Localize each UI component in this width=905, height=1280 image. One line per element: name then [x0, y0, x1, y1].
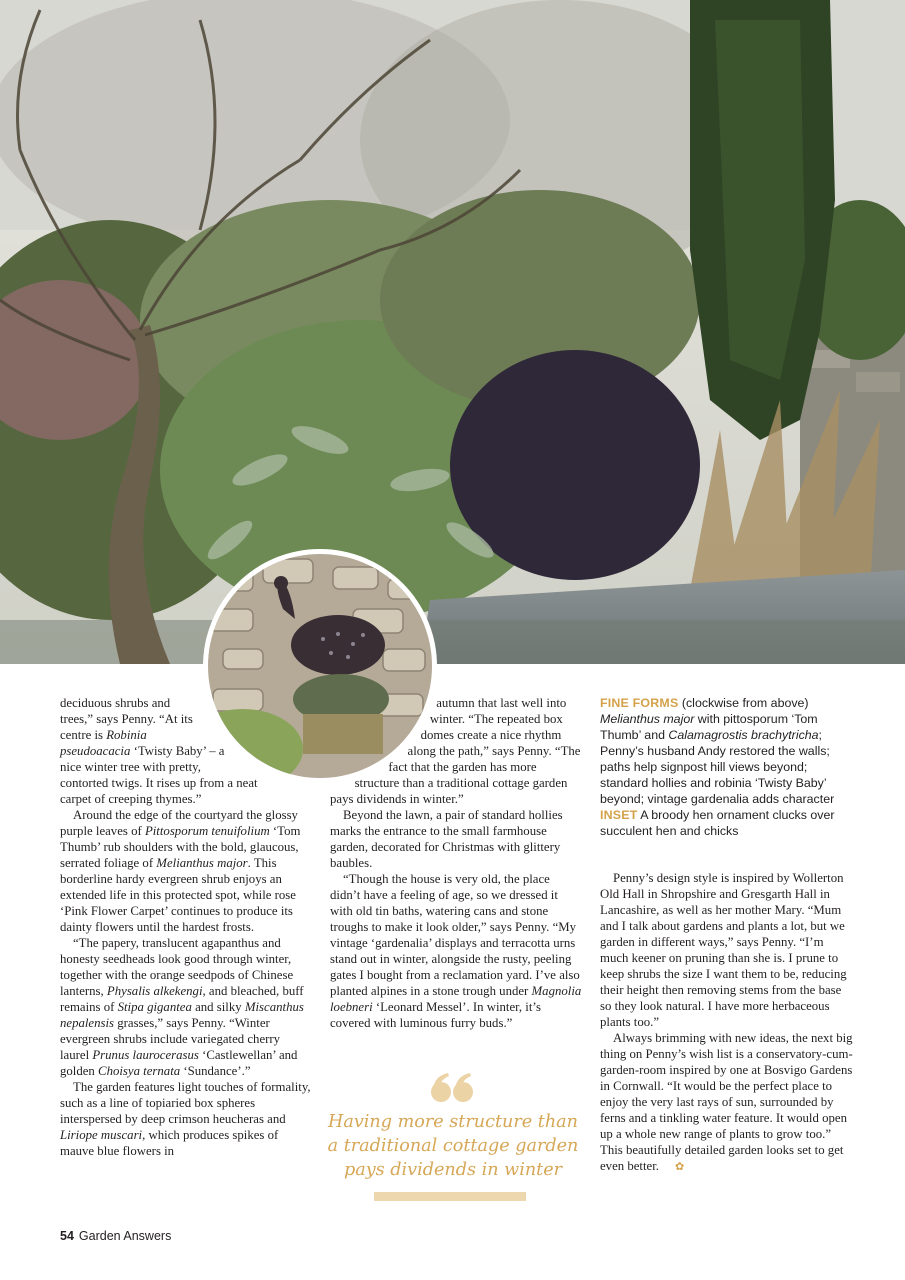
- pull-quote: Having more structure than a traditional cottage garden pays dividends in winter: [327, 1112, 579, 1180]
- paragraph: Around the edge of the courtyard the glossy purple leaves of Pittosporum tenuifolium ‘Tom Thumb’ rub shoulders with the bold, glaucous, serrated foliage of Melianthus major. This borderline hardy evergreen shrub enjoys an extended life in this protected spot, while rose ‘Pink Flower Carpet’ continues to produce its dainty flowers until the hardest frosts.: [60, 808, 301, 934]
- paragraph: “Though the house is very old, the place didn’t have a feeling of age, so we dressed it with old tin baths, watering cans and stone troughs to make it look older,” says Penny. “My vintage ‘gardenalia’ displays and terracotta urns stand out in winter, alongside the rusty, peeling gates I bought from a reclamation yard. I’ve also planted alpines in a stone trough under Magnolia loebneri ‘Leonard Messel’. In winter, it’s covered with luminous furry buds.”: [330, 872, 582, 1030]
- body-column-1: [60, 695, 312, 1159]
- paragraph: deciduous shrubs and trees,” says Penny. “At its centre is Robinia pseudoacacia ‘Twisty Baby’ – a nice winter tree with pretty, contorted twigs. It rises up from a neat carpet of creeping thymes.”: [60, 696, 258, 806]
- wrap-spacer: [330, 695, 436, 711]
- paragraph: Beyond the lawn, a pair of standard hollies marks the entrance to the small farmhouse garden, decorated for Christmas with glittery baubles.: [330, 808, 563, 870]
- pull-quote-rule: [374, 1192, 526, 1201]
- paragraph: autumn that last well into winter. “The repeated box domes create a nice rhythm along the path,” says Penny. “The fact that the garden has more structure than a traditional cottage garden pays dividends in winter.”: [330, 696, 581, 806]
- body-column-3: [600, 870, 855, 1175]
- paragraph: “The papery, translucent agapanthus and honesty seedheads look good through winter, together with the orange seedpods of Chinese lanterns, Physalis alkekengi, and bleached, buff remains of Stipa gigantea and silky Miscanthus nepalensis grasses,” says Penny. “Winter evergreen shrubs include variegated cherry laurel Prunus laurocerasus ‘Castlewellan’ and golden Choisya ternata ‘Sundance’.”: [60, 936, 304, 1078]
- caption-lead: FINE FORMS: [600, 696, 679, 710]
- paragraph: The garden features light touches of formality, such as a line of topiaried box spheres interspersed by deep crimson heucheras and Liriope muscari, which produces spikes of mauve blue flowers in: [60, 1080, 311, 1158]
- quote-mark-icon: [430, 1072, 474, 1106]
- wrap-spacer: [330, 775, 355, 791]
- caption-body: (clockwise from above) Melianthus major with pittosporum ‘Tom Thumb’ and Calamagrostis brachytricha; Penny’s husband Andy restored the walls; paths help signpost hill views beyond; standard hollies and robinia ‘Twisty Baby’ beyond; vintage gardenalia adds character: [600, 696, 835, 806]
- photo-caption: [600, 695, 850, 839]
- body-column-2: [330, 695, 582, 1031]
- paragraph-text: Always brimming with new ideas, the next big thing on Penny’s wish list is a conservatory-cum-garden-room inspired by one at Bosvigo Gardens in Cornwall. “It would be the perfect place to enjoy the very last rays of sun, surrounded by ferns and a tinkling water feature. It would open up a whole new range of plants to grow too.” This beautifully detailed garden looks set to get even better.: [600, 1031, 853, 1173]
- wrap-spacer: [330, 743, 408, 759]
- wrap-spacer: [252, 759, 312, 775]
- page-footer: [60, 1229, 171, 1243]
- wrap-spacer: [330, 711, 430, 727]
- paragraph: [600, 1030, 855, 1175]
- wrap-spacer: [219, 727, 312, 743]
- page-number: 54: [60, 1229, 74, 1243]
- paragraph: Penny’s design style is inspired by Wollerton Old Hall in Shropshire and Gresgarth Hall in Lancashire, as well as her mother Mary. “Mum and I talk about gardens and plants a lot, but we garden in different ways,” says Penny. “I’m much keener on pruning than she is. I prune to keep shrubs the size I want them to be, reducing their height then removing stems from the base so they look natural. I have more herbaceous plants too.”: [600, 871, 847, 1029]
- wrap-spacer: [330, 759, 388, 775]
- wrap-spacer: [330, 727, 421, 743]
- wrap-spacer: [232, 743, 312, 759]
- wrap-spacer: [285, 775, 312, 791]
- wrap-spacer: [210, 711, 312, 727]
- end-flower-icon: ✿: [674, 1161, 685, 1173]
- caption-inset-label: INSET: [600, 808, 638, 822]
- wrap-spacer: [204, 695, 312, 711]
- caption-inset-text: A broody hen ornament clucks over succulent hen and chicks: [600, 808, 835, 838]
- magazine-name: Garden Answers: [78, 1229, 172, 1243]
